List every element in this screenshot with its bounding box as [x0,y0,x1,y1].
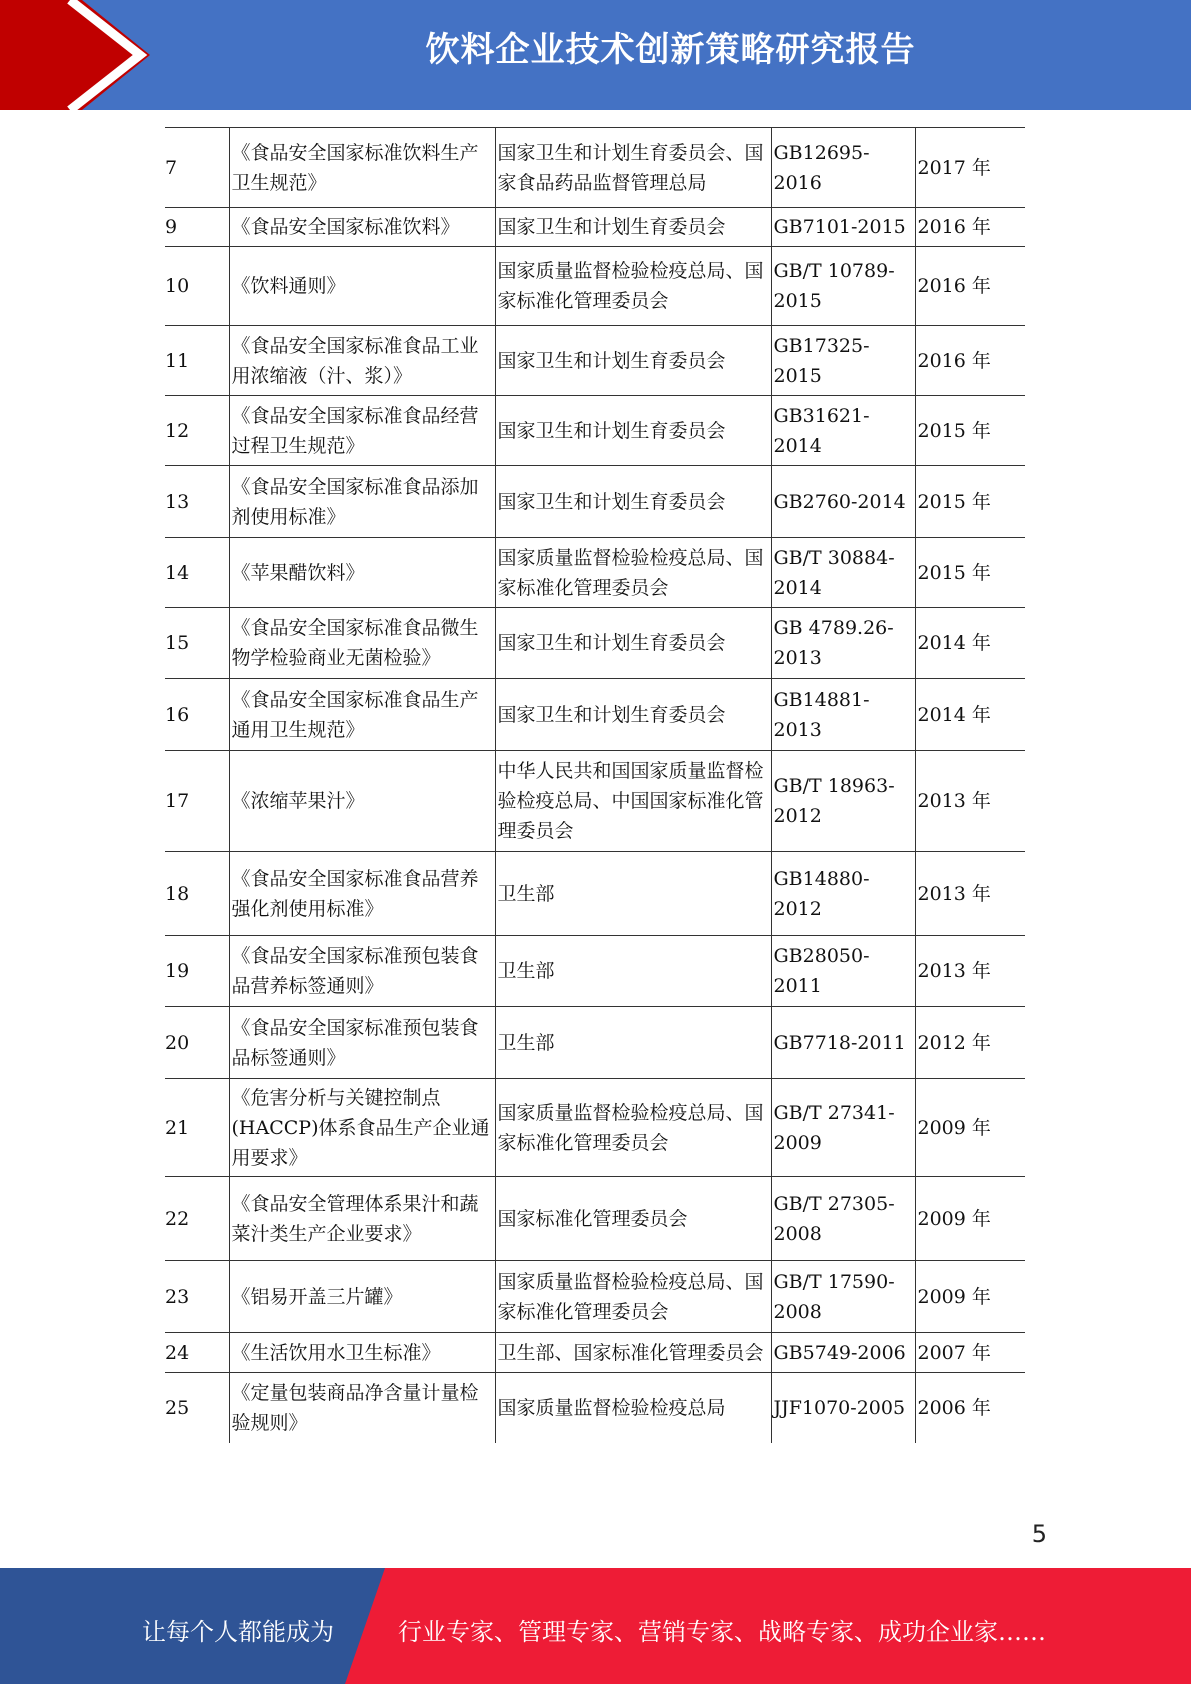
issuing-agency-cell: 国家标准化管理委员会 [495,1177,771,1261]
chevron-right-icon [0,0,150,110]
issuing-agency-cell: 国家卫生和计划生育委员会、国家食品药品监督管理总局 [495,128,771,208]
footer-slogan-left: 让每个人都能成为 [142,1618,334,1646]
standard-name-cell: 《食品安全管理体系果汁和蔬菜汁类生产企业要求》 [229,1177,495,1261]
row-number-cell: 24 [165,1333,229,1373]
standards-table [165,127,1025,1443]
issuing-agency-cell: 国家卫生和计划生育委员会 [495,466,771,538]
standard-name-cell: 《食品安全国家标准预包装食品营养标签通则》 [229,936,495,1007]
standard-name-cell: 《定量包装商品净含量计量检验规则》 [229,1373,495,1443]
issuing-agency-cell: 国家质量监督检验检疫总局、国家标准化管理委员会 [495,247,771,326]
row-number-cell: 16 [165,679,229,751]
issuing-agency-cell: 国家卫生和计划生育委员会 [495,208,771,247]
row-number-cell: 7 [165,128,229,208]
row-number-cell: 25 [165,1373,229,1443]
year-cell: 2012 年 [915,1007,1025,1079]
table-row [165,466,1025,538]
row-number-cell: 9 [165,208,229,247]
standard-name-cell: 《浓缩苹果汁》 [229,751,495,852]
year-cell: 2015 年 [915,396,1025,466]
table-row [165,679,1025,751]
table-row [165,396,1025,466]
row-number-cell: 15 [165,608,229,679]
issuing-agency-cell: 国家卫生和计划生育委员会 [495,608,771,679]
row-number-cell: 14 [165,538,229,608]
table-row [165,608,1025,679]
table-row [165,1177,1025,1261]
table-row [165,128,1025,208]
table-row [165,1373,1025,1443]
table-row [165,1079,1025,1177]
table-row [165,936,1025,1007]
standard-name-cell: 《食品安全国家标准食品经营过程卫生规范》 [229,396,495,466]
row-number-cell: 19 [165,936,229,1007]
standard-name-cell: 《食品安全国家标准饮料》 [229,208,495,247]
standard-name-cell: 《食品安全国家标准食品添加剂使用标准》 [229,466,495,538]
table-row [165,1261,1025,1333]
standard-code-cell: GB/T 17590-2008 [771,1261,915,1333]
year-cell: 2015 年 [915,466,1025,538]
year-cell: 2007 年 [915,1333,1025,1373]
standard-code-cell: GB14881-2013 [771,679,915,751]
year-cell: 2013 年 [915,751,1025,852]
issuing-agency-cell: 国家卫生和计划生育委员会 [495,396,771,466]
year-cell: 2016 年 [915,326,1025,396]
standard-name-cell: 《食品安全国家标准食品营养强化剂使用标准》 [229,852,495,936]
standard-code-cell: GB/T 27305-2008 [771,1177,915,1261]
issuing-agency-cell: 国家质量监督检验检疫总局、国家标准化管理委员会 [495,1261,771,1333]
row-number-cell: 18 [165,852,229,936]
issuing-agency-cell: 国家质量监督检验检疫总局 [495,1373,771,1443]
year-cell: 2015 年 [915,538,1025,608]
row-number-cell: 22 [165,1177,229,1261]
standard-name-cell: 《铝易开盖三片罐》 [229,1261,495,1333]
standard-code-cell: GB2760-2014 [771,466,915,538]
issuing-agency-cell: 国家卫生和计划生育委员会 [495,326,771,396]
issuing-agency-cell: 中华人民共和国国家质量监督检验检疫总局、中国国家标准化管理委员会 [495,751,771,852]
page-header [0,0,1191,110]
issuing-agency-cell: 国家质量监督检验检疫总局、国家标准化管理委员会 [495,538,771,608]
issuing-agency-cell: 卫生部 [495,852,771,936]
year-cell: 2016 年 [915,208,1025,247]
year-cell: 2016 年 [915,247,1025,326]
issuing-agency-cell: 国家卫生和计划生育委员会 [495,679,771,751]
row-number-cell: 17 [165,751,229,852]
standard-name-cell: 《食品安全国家标准饮料生产卫生规范》 [229,128,495,208]
standard-name-cell: 《饮料通则》 [229,247,495,326]
table-row [165,852,1025,936]
table-row [165,1333,1025,1373]
issuing-agency-cell: 国家质量监督检验检疫总局、国家标准化管理委员会 [495,1079,771,1177]
page-number: 5 [1031,1520,1047,1548]
standard-name-cell: 《食品安全国家标准食品微生物学检验商业无菌检验》 [229,608,495,679]
standard-code-cell: GB17325-2015 [771,326,915,396]
issuing-agency-cell: 卫生部 [495,936,771,1007]
standard-code-cell: GB5749-2006 [771,1333,915,1373]
standard-name-cell: 《危害分析与关键控制点(HACCP)体系食品生产企业通用要求》 [229,1079,495,1177]
standard-code-cell: GB/T 18963-2012 [771,751,915,852]
row-number-cell: 20 [165,1007,229,1079]
issuing-agency-cell: 卫生部、国家标准化管理委员会 [495,1333,771,1373]
table-row [165,208,1025,247]
standards-table-body [165,128,1025,1443]
year-cell: 2017 年 [915,128,1025,208]
year-cell: 2014 年 [915,608,1025,679]
table-row [165,326,1025,396]
table-row [165,538,1025,608]
standard-name-cell: 《苹果醋饮料》 [229,538,495,608]
standard-code-cell: GB31621-2014 [771,396,915,466]
year-cell: 2009 年 [915,1079,1025,1177]
standard-code-cell: JJF1070-2005 [771,1373,915,1443]
row-number-cell: 11 [165,326,229,396]
year-cell: 2006 年 [915,1373,1025,1443]
standard-name-cell: 《生活饮用水卫生标准》 [229,1333,495,1373]
year-cell: 2009 年 [915,1261,1025,1333]
standard-code-cell: GB/T 30884-2014 [771,538,915,608]
year-cell: 2009 年 [915,1177,1025,1261]
year-cell: 2013 年 [915,852,1025,936]
standard-code-cell: GB14880-2012 [771,852,915,936]
row-number-cell: 10 [165,247,229,326]
row-number-cell: 23 [165,1261,229,1333]
footer-slogan-right: 行业专家、管理专家、营销专家、战略专家、成功企业家…… [398,1618,1046,1646]
row-number-cell: 21 [165,1079,229,1177]
standard-code-cell: GB28050-2011 [771,936,915,1007]
standard-code-cell: GB7718-2011 [771,1007,915,1079]
standard-code-cell: GB/T 10789-2015 [771,247,915,326]
standard-name-cell: 《食品安全国家标准预包装食品标签通则》 [229,1007,495,1079]
year-cell: 2014 年 [915,679,1025,751]
year-cell: 2013 年 [915,936,1025,1007]
standard-name-cell: 《食品安全国家标准食品工业用浓缩液（汁、浆）》 [229,326,495,396]
row-number-cell: 13 [165,466,229,538]
page-footer [0,1568,1191,1684]
standard-code-cell: GB/T 27341-2009 [771,1079,915,1177]
table-row [165,751,1025,852]
standard-code-cell: GB7101-2015 [771,208,915,247]
table-row [165,1007,1025,1079]
standard-code-cell: GB 4789.26-2013 [771,608,915,679]
row-number-cell: 12 [165,396,229,466]
issuing-agency-cell: 卫生部 [495,1007,771,1079]
standard-name-cell: 《食品安全国家标准食品生产通用卫生规范》 [229,679,495,751]
report-title: 饮料企业技术创新策略研究报告 [425,30,916,70]
standard-code-cell: GB12695-2016 [771,128,915,208]
table-row [165,247,1025,326]
